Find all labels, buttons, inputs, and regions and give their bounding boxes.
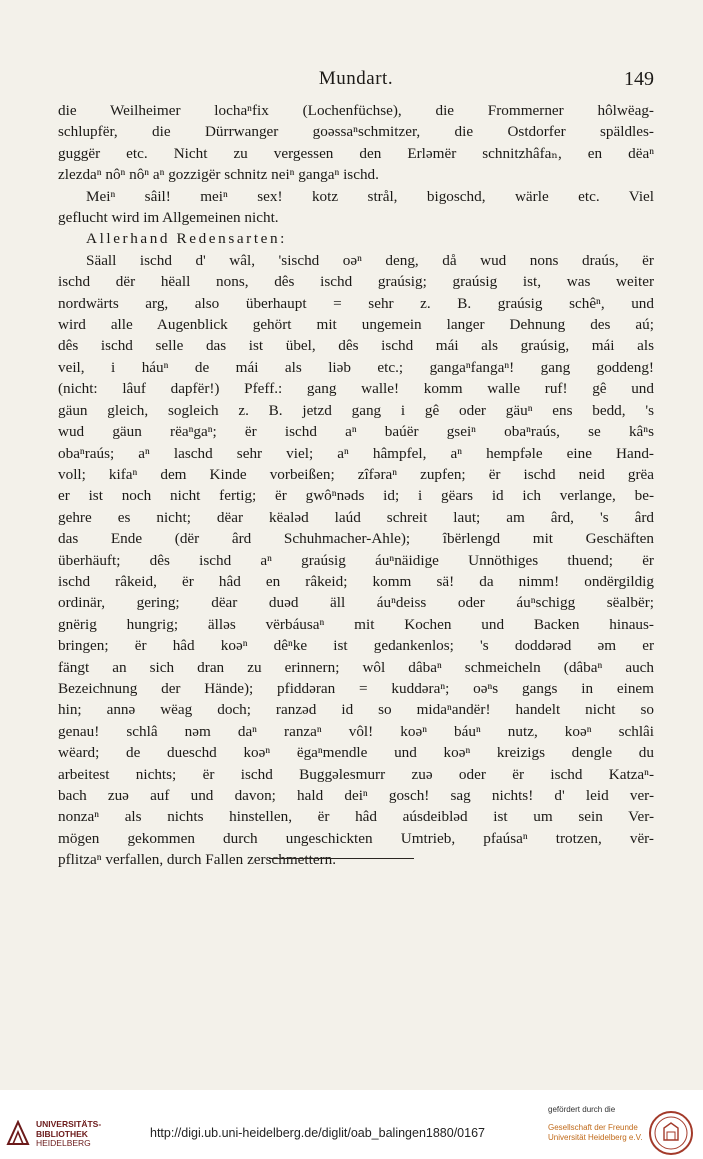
library-name-line3: HEIDELBERG [36,1138,91,1148]
running-title: Mundart. [318,68,394,89]
text-line: fängt an sich dran zu erinnern; wôl dâbaⁿ schmeicheln (dâbaⁿ auch [58,658,654,676]
text-line: dês ischd selle das ist übel, dês ischd mái als graúsig, mái als [58,337,654,355]
library-name-line1: UNIVERSITÄTS- [36,1119,102,1129]
text-line: Allerhand Redensarten: [86,230,288,248]
society-name [548,1123,642,1143]
permalink-url[interactable]: http://digi.ub.uni-heidelberg.de/diglit/oab_balingen1880/0167 [150,1126,485,1140]
body-text [58,100,654,871]
text-line: gnërig hungrig; älləs vërbáusaⁿ mit Kochen und Backen hinaus- [58,615,654,633]
page-header [58,62,654,98]
text-line: wud gäun rëaⁿgaⁿ; ër ischd aⁿ baúër gseiⁿ obaⁿraús, se kâⁿs [58,423,654,441]
text-line: schlupfër, die Dürrwanger goəssaⁿschmitzer, die Ostdorfer späldles- [58,123,654,141]
text-line: Säall ischd d' wâl, 'sischd oəⁿ deng, då wud nons draús, ër [86,251,654,269]
text-line: mögen gekommen durch ungeschickten Umtrieb, pfaúsaⁿ trotzen, vër- [58,829,654,847]
text-line: pflitzaⁿ verfallen, durch Fallen zerschmettern. [58,851,337,869]
text-line: er ist noch nicht fertig; ër gwôⁿnəds id; i gëars id ich verlange, be- [58,487,654,505]
text-line: arbeitest nichts; ër ischd Buggəlesmurr zuə oder ër ischd Katzaⁿ- [58,765,654,783]
text-line: genau! schlâ nəm daⁿ ranzaⁿ vôl! koəⁿ báuⁿ nutz, koəⁿ schlâi [58,722,654,740]
text-line: nonzaⁿ als nichts hinstellen, ër hâd aúsdeibləd ist um sein Ver- [58,808,654,826]
text-line: nordwärts arg, also überhaupt = sehr z. B. graúsig schêⁿ, und [58,294,654,312]
text-line: veil, i háuⁿ de mái als liəb etc.; gangaⁿfangaⁿ! gang goddeng! [58,358,654,376]
text-line: zlezdaⁿ nôⁿ nôⁿ aⁿ gozzigër schnitz neiⁿ gangaⁿ ischd. [58,166,379,184]
funded-by-label: gefördert durch die [548,1105,616,1114]
text-line: wëard; de dueschd koəⁿ ëgaⁿmendle und koəⁿ kreizigs dengle du [58,744,654,762]
text-line: die Weilheimer lochaⁿfix (Lochenfüchse), die Frommerner hôlwëag- [58,102,654,119]
text-line: gäun gleich, sogleich z. B. jetzd gang i gê oder gäuⁿ ens bedd, 's [58,401,654,419]
text-line: guggër etc. Nicht zu vergessen den Erləmër schnitzhâfaₙ, en dëaⁿ [58,144,654,162]
digitization-footer [0,1090,703,1159]
text-line: hin; annə wëag doch; ranzəd id so midaⁿandër! handelt nicht so [58,701,654,719]
university-seal-icon [648,1110,694,1156]
library-name-line2: BIBLIOTHEK [36,1128,88,1139]
text-line: bringen; ër hâd koəⁿ dêⁿke ist gedankenlos; 's doddərəd əm er [58,637,654,655]
text-line: Bezeichnung der Hände); pfiddəran = kuddəraⁿ; oəⁿs gangs in einem [58,679,654,697]
text-line: wird alle Augenblick gehört mit ungemein langer Dehnung des aú; [58,316,654,334]
text-line: gehre es nicht; dëar këaləd laúd schreit laut; am ârd, 's ârd [58,508,654,526]
text-line: das Ende (dër ârd Schuhmacher-Ahle); îbërlengd mit Geschäften [58,530,654,548]
text-line: ordinär, gering; dëar duəd äll áuⁿdeiss oder áuⁿschigg sëalbër; [58,594,654,612]
text-line: geflucht wird im Allgemeinen nicht. [58,209,279,227]
society-name-line2: Universität Heidelberg e.V. [548,1133,643,1142]
text-line: ischd dër hëall nons, dês ischd graúsig; graúsig ist, was weiter [58,273,654,291]
section-divider [269,858,414,859]
text-line: voll; kifaⁿ dem Kinde vorbeißen; zîfəraⁿ zupfen; ër ischd neid grëa [58,465,654,483]
page-number: 149 [624,68,654,90]
text-line: (nicht: lâuf dapfër!) Pfeff.: gang walle! komm walle ruf! gê und [58,380,654,398]
text-line: ischd râkeid, ër hâd en râkeid; komm sä! da nimm! ondërgildig [58,572,654,590]
library-name [36,1120,101,1149]
text-line: überhäuft; dês ischd aⁿ graúsig áuⁿnäidige Unnöthiges thuend; ër [58,551,654,569]
text-line: Meiⁿ sâil! meiⁿ sex! kotz strål, bigoschd, wärle etc. Viel [86,187,654,205]
society-name-line1: Gesellschaft der Freunde [548,1123,638,1132]
university-library-logo-icon [6,1120,30,1146]
text-line: obaⁿraús; aⁿ laschd sehr viel; aⁿ hâmpfel, aⁿ hempfəle eine Hand- [58,444,654,462]
text-line: bach zuə auf und davon; hald deiⁿ gosch! sag nichts! d' leid ver- [58,787,654,804]
